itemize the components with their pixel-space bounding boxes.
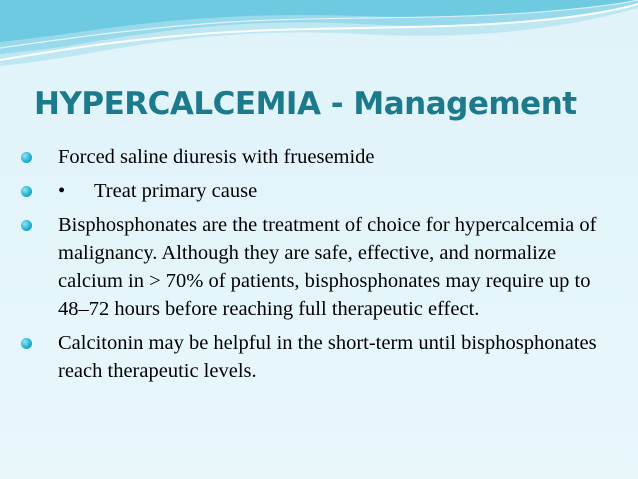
list-item — [16, 143, 616, 171]
list-item — [16, 329, 616, 385]
bullet-text: Treat primary cause — [94, 180, 258, 202]
bullet-text: Forced saline diuresis with fruesemide — [58, 146, 375, 168]
slide-title: HYPERCALCEMIA - Management — [34, 86, 577, 122]
header-wave-decoration — [0, 0, 638, 80]
bullet-dot-icon — [21, 220, 32, 231]
bullet-text: Calcitonin may be helpful in the short-term until bisphosphonates reach therapeutic levels. — [58, 332, 597, 382]
list-item — [16, 211, 616, 323]
bullet-list — [16, 143, 616, 391]
list-item — [16, 177, 616, 205]
bullet-text: Bisphosphonates are the treatment of choice for hypercalcemia of malignancy. Although they are safe, effective, and normalize calcium in > 70% of patients, bisphosphonates may require up to 48–72 hours before reaching full therapeutic effect. — [58, 214, 597, 320]
bullet-dot-icon — [21, 186, 32, 197]
bullet-dot-icon — [21, 338, 32, 349]
nested-bullet-marker: • — [58, 180, 66, 202]
bullet-dot-icon — [21, 152, 32, 163]
